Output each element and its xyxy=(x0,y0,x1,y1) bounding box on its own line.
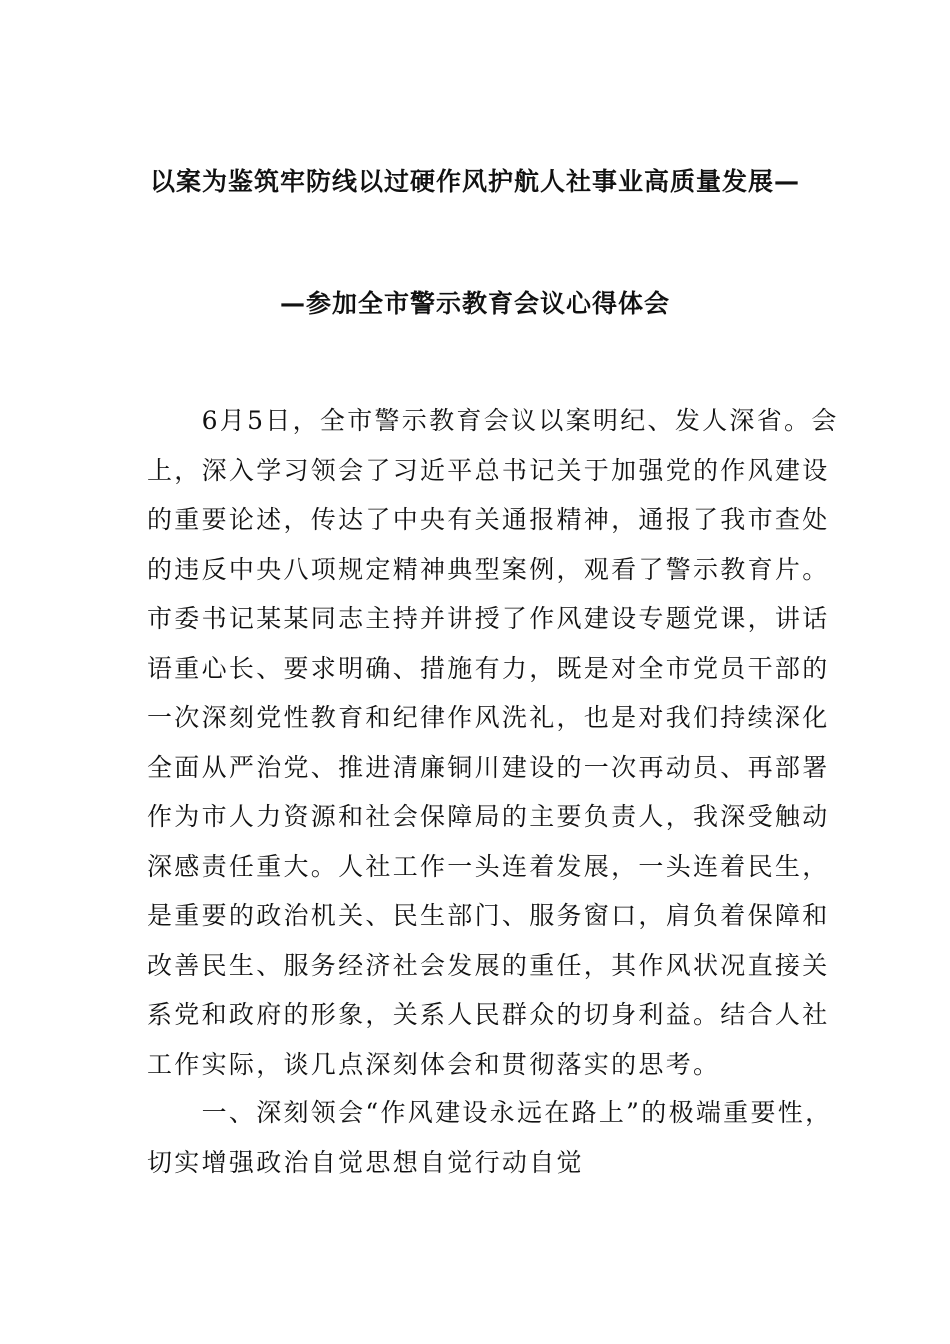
text-line: 6月5日，全市警示教育会议以案明纪、发人深省。会 xyxy=(147,406,839,435)
body-paragraph-1 xyxy=(147,396,837,1089)
text-line: 上，深入学习领会了习近平总书记关于加强党的作风建设 xyxy=(147,455,830,485)
text-line: 全面从严治党、推进清廉铜川建设的一次再动员、再部署 xyxy=(147,752,830,782)
text-line: 工作实际，谈几点深刻体会和贯彻落实的思考。 xyxy=(147,1049,721,1079)
text-line: 的重要论述，传达了中央有关通报精神，通报了我市查处 xyxy=(147,505,830,534)
document-title-line-1: 以案为鉴筑牢防线以过硬作风护航人社事业高质量发展— xyxy=(149,167,800,196)
text-line: 一、深刻领会“作风建设永远在路上”的极端重要性， xyxy=(147,1098,833,1127)
text-line: 市委书记某某同志主持并讲授了作风建设专题党课，讲话 xyxy=(147,604,830,633)
text-line: 切实增强政治自觉思想自觉行动自觉 xyxy=(147,1147,584,1177)
text-line: 的违反中央八项规定精神典型案例，观看了警示教育片。 xyxy=(147,554,830,584)
document-title-line-2: —参加全市警示教育会议心得体会 xyxy=(279,289,670,318)
text-line: 语重心长、要求明确、措施有力，既是对全市党员干部的 xyxy=(147,653,830,683)
text-line: 改善民生、服务经济社会发展的重任，其作风状况直接关 xyxy=(147,950,830,980)
text-line: 系党和政府的形象，关系人民群众的切身利益。结合人社 xyxy=(147,1000,830,1029)
text-line: 深感责任重大。人社工作一头连着发展，一头连着民生， xyxy=(147,851,830,881)
body-paragraph-2 xyxy=(147,1088,837,1187)
text-line: 一次深刻党性教育和纪律作风洗礼，也是对我们持续深化 xyxy=(147,703,830,732)
text-line: 作为市人力资源和社会保障局的主要负责人，我深受触动 xyxy=(147,802,830,831)
text-line: 是重要的政治机关、民生部门、服务窗口，肩负着保障和 xyxy=(147,901,830,930)
